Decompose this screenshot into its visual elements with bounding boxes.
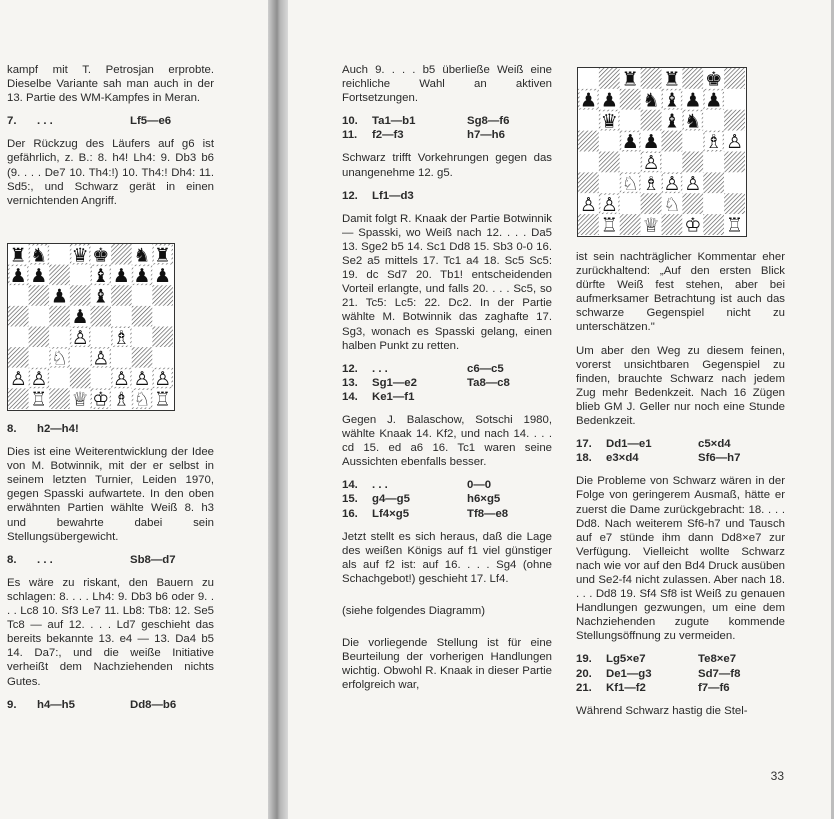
dark-square — [724, 152, 745, 173]
white-knight-piece: ♘ — [51, 347, 69, 370]
dark-square — [724, 193, 745, 214]
dark-square — [70, 368, 91, 389]
light-square — [599, 131, 620, 152]
paragraph: Damit folgt R. Knaak der Partie Botwinnik — Spasski, wo Weiß nach 12. . . . Da5 13. Sge2 b5 14. Sc1 Dd8 15. Sb3 0-0 16. Se2 a5 mittels 17. Tc1 a4 18. Sc5 Sc5: 19. dc Sd7 20. Tb1! entscheidenden Vorteil erlangte, und falls 20. . . . Sc5, so 21. Tc5: Lc5: 22. Dc2. In der Partie wählte M. Botwinnik das zaghafte 17. Sg3, wonach es Spasski gelang, einen halben Punkt zu retten. — [342, 212, 552, 352]
white-pawn-piece: ♙ — [112, 368, 130, 391]
black-pawn-piece: ♟ — [579, 88, 598, 112]
paragraph: Die vorliegende Stellung ist für eine Beurteilung der vorherigen Handlungen wichtig. Obwohl R. Knaak in dieser Partie erfolgreich war, — [342, 637, 552, 692]
black-bishop-piece: ♝ — [92, 264, 110, 287]
page-number: 33 — [770, 769, 784, 783]
white-pawn-piece: ♙ — [9, 368, 27, 391]
white-bishop-piece: ♗ — [112, 326, 130, 349]
move-line: 13. Sg1—e2 Ta8—c8 — [342, 376, 510, 389]
black-pawn-piece: ♟ — [642, 130, 660, 154]
light-square — [49, 327, 70, 348]
light-square — [599, 172, 620, 193]
light-square — [132, 327, 153, 348]
black-pawn-piece: ♟ — [51, 285, 69, 308]
move-line: 10. Ta1—b1 Sg8—f6 — [342, 115, 510, 128]
dark-square — [641, 110, 662, 131]
white-king-piece: ♔ — [684, 213, 702, 235]
dark-square — [578, 172, 599, 193]
move-line: 12. . . . c6—c5 — [342, 362, 504, 375]
paragraph: Gegen J. Balaschow, Sotschi 1980, wählte Knaak 14. Kf2, und nach 14. . . . cd 15. ed a6 16. Tc1 waren seine Aussichten ebenfalls besser. — [342, 413, 552, 469]
light-square — [29, 347, 50, 368]
white-pawn-piece: ♙ — [725, 130, 744, 154]
move-line: 21. Kf1—f2 f7—f6 — [576, 681, 730, 694]
dark-square — [599, 152, 620, 173]
dark-square — [662, 131, 683, 152]
dark-square — [8, 388, 29, 409]
black-rook-piece: ♜ — [154, 244, 172, 267]
paragraph: Der Rückzug des Läufers auf g6 ist gefährlich, z. B.: 8. h4! Lh4: 9. Db3 b6 (9. . . . De7 10. Th4:!) 10. Th4:! Dh4: 11. Sd5:, und Schwarz gerät in einen vernichtenden Angriff. — [7, 138, 214, 207]
white-pawn-piece: ♙ — [663, 171, 681, 195]
dark-square — [682, 152, 703, 173]
dark-square — [49, 388, 70, 409]
dark-square — [599, 68, 620, 89]
light-square — [8, 327, 29, 348]
white-queen-piece: ♕ — [71, 388, 89, 409]
dark-square — [111, 285, 132, 306]
move-line: 11. f2—f3 h7—h6 — [342, 129, 505, 142]
black-bishop-piece: ♝ — [663, 88, 681, 112]
black-knight-piece: ♞ — [133, 244, 151, 267]
move-line: 12. Lf1—d3 — [342, 189, 414, 202]
black-pawn-piece: ♟ — [112, 264, 130, 287]
dark-square — [724, 110, 745, 131]
dark-square — [132, 306, 153, 327]
light-square — [662, 152, 683, 173]
move-line: 16. Lf4×g5 Tf8—e8 — [342, 507, 509, 520]
white-rook-piece: ♖ — [154, 388, 172, 409]
move-line: 17. Dd1—e1 c5×d4 — [576, 438, 731, 451]
dark-square — [29, 327, 50, 348]
dark-square — [49, 306, 70, 327]
black-pawn-piece: ♟ — [154, 264, 172, 287]
move-line: 14. Ke1—f1 — [342, 390, 415, 403]
black-pawn-piece: ♟ — [621, 130, 639, 154]
move-line: 15. g4—g5 h6×g5 — [342, 493, 501, 506]
black-knight-piece: ♞ — [642, 88, 660, 112]
paragraph: kampf mit T. Petrosjan erprobte. Dieselbe Variante sah man auch in der 13. Partie des WM-Kampfes in Meran. — [7, 64, 214, 105]
light-square — [152, 347, 173, 368]
white-rook-piece: ♖ — [725, 213, 744, 235]
black-king-piece: ♚ — [705, 68, 723, 91]
dark-square — [91, 306, 112, 327]
black-pawn-piece: ♟ — [684, 88, 702, 112]
black-pawn-piece: ♟ — [30, 264, 48, 287]
column-left-lower — [7, 422, 214, 712]
light-square — [152, 306, 173, 327]
column-middle — [342, 63, 552, 692]
black-rook-piece: ♜ — [9, 244, 27, 267]
black-pawn-piece: ♟ — [9, 264, 27, 287]
paragraph: Dies ist eine Weiterentwicklung der Idee von M. Botwinnik, mit der er selbst in seinem letzten Turnier, Leiden 1970, gegen Spasski aufwartete. In den oben erwähnten Partien wählte Weiß 8. h3 und bewahrte dabei sein Stellungsübergewicht. — [7, 446, 214, 543]
light-square — [724, 172, 745, 193]
light-square — [682, 131, 703, 152]
white-pawn-piece: ♙ — [133, 368, 151, 391]
light-square — [29, 306, 50, 327]
light-square — [91, 368, 112, 389]
move-line: 20. De1—g3 Sd7—f8 — [576, 667, 741, 680]
move-line: 7. . . . Lf5—e6 — [7, 115, 172, 128]
black-rook-piece: ♜ — [621, 68, 639, 91]
paragraph: ist sein nachträglicher Kommentar eher zurückhaltend: „Auf den ersten Blick dürfte Weiß fest stehen, aber bei aufmerksamer Betrachtung ist auch das schwarze Gegenspiel nicht zu unterschätzen." — [576, 251, 785, 334]
dark-square — [578, 214, 599, 235]
white-pawn-piece: ♙ — [600, 192, 618, 216]
black-pawn-piece: ♟ — [600, 88, 618, 112]
black-knight-piece: ♞ — [684, 109, 702, 133]
paragraph: Es wäre zu riskant, den Bauern zu schlagen: 8. . . . Lh4: 9. Db3 b6 oder 9. . . . Lc8 10. Sf3 Le7 11. Lb8: Tb8: 12. Se5 Tc8 — auf 12. . . . Ld7 geschieht das bereits bekannte 13. e4 — 13. Da4 b5 14. Da7:, und die weiße Initiative verheißt dem Nachziehenden nichts Gutes. — [7, 576, 214, 688]
light-square — [49, 368, 70, 389]
dark-square — [8, 306, 29, 327]
dark-square — [132, 347, 153, 368]
dark-square — [620, 214, 641, 235]
column-left — [7, 63, 214, 208]
light-square — [111, 347, 132, 368]
light-square — [703, 193, 724, 214]
black-rook-piece: ♜ — [663, 68, 681, 91]
white-bishop-piece: ♗ — [112, 388, 130, 409]
white-pawn-piece: ♙ — [92, 347, 110, 370]
light-square — [578, 68, 599, 89]
light-square — [70, 347, 91, 368]
column-right — [576, 250, 785, 718]
dark-square — [682, 193, 703, 214]
diagram-reference: (siehe folgendes Diagramm) — [342, 605, 486, 617]
light-square — [111, 306, 132, 327]
light-square — [578, 110, 599, 131]
move-line: 19. Lg5×e7 Te8×e7 — [576, 653, 737, 666]
dark-square — [662, 214, 683, 235]
light-square — [724, 89, 745, 110]
paragraph: Die Probleme von Schwarz wären in der Folge von geringerem Ausmaß, hätte er zuerst die Dame zurückgebracht: 18. . . . Dd8. Nach weiterem Sf6-h7 und Tausch auf e7 stünde ihm dann Dd8×e7 zur Verfügung. Vielleicht wollte Schwarz nach wie vor auf den Bd4 Druck ausüben und Se2-f4 nicht zulassen. Aber nach 18. . . . Dd8 19. Sf4 Sf8 ist Weiß zu genauen Handlungen gezwungen, um eine dem Nachziehenden zugute kommende Stellungsöffnung zu vermeiden. — [576, 475, 785, 643]
white-queen-piece: ♕ — [642, 213, 660, 235]
light-square — [132, 285, 153, 306]
dark-square — [703, 172, 724, 193]
white-pawn-piece: ♙ — [642, 151, 660, 175]
paragraph: Schwarz trifft Vorkehrungen gegen das unangenehme 12. g5. — [342, 152, 552, 179]
white-king-piece: ♔ — [92, 388, 110, 409]
black-king-piece: ♚ — [92, 244, 110, 267]
white-knight-piece: ♘ — [621, 171, 639, 195]
dark-square — [152, 327, 173, 348]
black-pawn-piece: ♟ — [705, 88, 723, 112]
dark-square — [49, 265, 70, 286]
white-knight-piece: ♘ — [133, 388, 151, 409]
paragraph: Während Schwarz hastig die Stel- — [576, 704, 748, 717]
paragraph: Jetzt stellt es sich heraus, daß die Lage des weißen Königs auf f1 viel günstiger als auf f2 ist: auf 16. . . . Sg4 (ohne Schachgebot!) geschieht 17. Lf4. — [342, 530, 552, 585]
dark-square — [29, 285, 50, 306]
move-line: 8. . . . Sb8—d7 — [7, 553, 176, 566]
light-square — [8, 285, 29, 306]
dark-square — [620, 89, 641, 110]
white-pawn-piece: ♙ — [154, 368, 172, 391]
light-square — [620, 193, 641, 214]
light-square — [703, 110, 724, 131]
dark-square — [641, 68, 662, 89]
light-square — [70, 265, 91, 286]
white-rook-piece: ♖ — [600, 213, 618, 235]
dark-square — [152, 285, 173, 306]
white-pawn-piece: ♙ — [71, 326, 89, 349]
white-pawn-piece: ♙ — [684, 171, 702, 195]
black-queen-piece: ♛ — [71, 244, 89, 267]
black-pawn-piece: ♟ — [133, 264, 151, 287]
light-square — [49, 244, 70, 265]
move-line: 8. h2—h4! — [7, 423, 79, 435]
light-square — [578, 152, 599, 173]
paragraph: Um aber den Weg zu diesem feinen, vorerst unsichtbaren Gegenspiel zu finden, brauchte Schwarz nach jedem Zug mehr Bedenkzeit. Nach 16 Zügen blieb GM J. Geller nur noch eine Stunde Bedenkzeit. — [576, 344, 785, 428]
dark-square — [682, 68, 703, 89]
move-line: 18. e3×d4 Sf6—h7 — [576, 452, 741, 465]
white-pawn-piece: ♙ — [30, 368, 48, 391]
black-knight-piece: ♞ — [30, 244, 48, 267]
book-gutter — [268, 0, 288, 819]
light-square — [91, 327, 112, 348]
dark-square — [578, 131, 599, 152]
move-line: 14. . . . 0—0 — [342, 479, 492, 492]
white-bishop-piece: ♗ — [642, 171, 660, 195]
white-pawn-piece: ♙ — [579, 192, 598, 216]
dark-square — [70, 285, 91, 306]
white-rook-piece: ♖ — [30, 388, 48, 409]
light-square — [620, 110, 641, 131]
white-knight-piece: ♘ — [663, 192, 681, 216]
dark-square — [703, 214, 724, 235]
chess-diagram-1 — [7, 243, 175, 411]
black-queen-piece: ♛ — [600, 109, 618, 133]
light-square — [703, 152, 724, 173]
paragraph: Auch 9. . . . b5 überließe Weiß eine reichliche Wahl an aktiven Fortsetzungen. — [342, 64, 552, 105]
light-square — [620, 152, 641, 173]
chess-diagram-2 — [577, 67, 747, 237]
move-line: 9. h4—h5 Dd8—b6 — [7, 698, 177, 711]
dark-square — [8, 347, 29, 368]
dark-square — [641, 193, 662, 214]
black-pawn-piece: ♟ — [71, 306, 89, 329]
dark-square — [724, 68, 745, 89]
white-bishop-piece: ♗ — [705, 130, 723, 154]
black-bishop-piece: ♝ — [663, 109, 681, 133]
dark-square — [111, 244, 132, 265]
black-bishop-piece: ♝ — [92, 285, 110, 308]
